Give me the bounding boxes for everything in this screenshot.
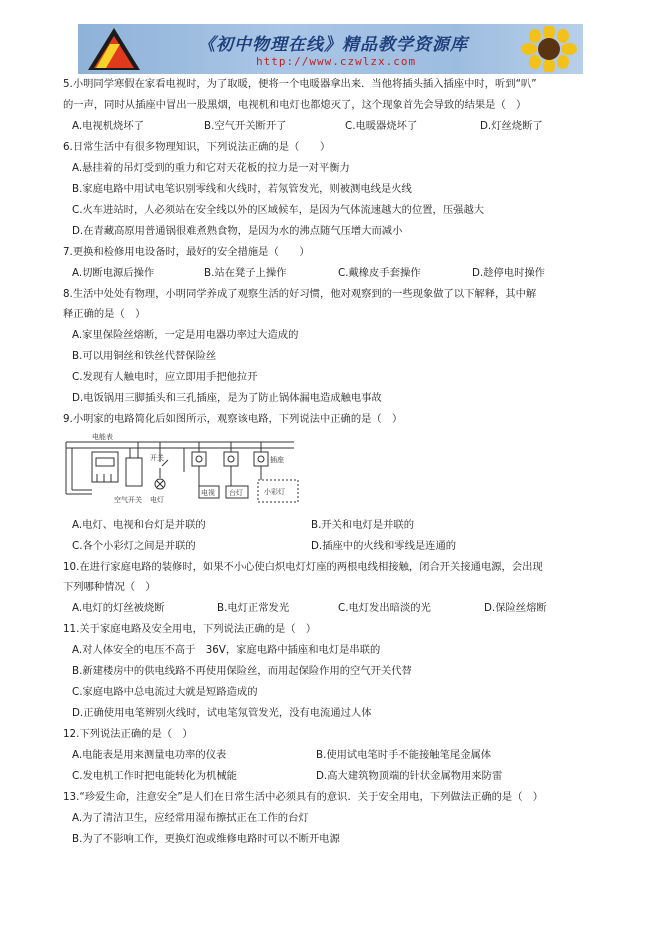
logo-icon [84, 26, 144, 72]
q9-option-b: B.开关和电灯是并联的 [311, 519, 415, 531]
label-breaker: 空气开关 [114, 496, 142, 504]
q7-option-a: A.切断电源后操作 [72, 267, 155, 279]
q7-option-c: C.戴橡皮手套操作 [338, 267, 421, 279]
label-socket: 插座 [270, 456, 284, 464]
q5-option-d: D.灯丝烧断了 [480, 120, 543, 132]
q8-option-b: B.可以用铜丝和铁丝代替保险丝 [72, 350, 217, 362]
q12-stem: 12.下列说法正确的是（ ） [63, 728, 193, 740]
q12-option-d: D.高大建筑物顶端的针状金属物用来防雷 [316, 770, 503, 782]
banner-title: 《初中物理在线》精品教学资源库 [198, 35, 468, 55]
label-desk-lamp: 台灯 [229, 489, 243, 497]
q6-option-d: D.在青藏高原用普通锅很难煮熟食物，是因为水的沸点随气压增大而减小 [72, 225, 403, 237]
q12-option-c: C.发电机工作时把电能转化为机械能 [72, 770, 237, 782]
label-tv: 电视 [201, 489, 215, 497]
q9-stem: 9.小明家的电路简化后如图所示，观察该电路，下列说法中正确的是（ ） [63, 413, 403, 425]
q6-option-c: C.火车进站时，人必须站在安全线以外的区域候车，是因为气体流速越大的位置，压强越大 [72, 204, 485, 216]
q7-option-b: B.站在凳子上操作 [204, 267, 287, 279]
q6-option-b: B.家庭电路中用试电笔识别零线和火线时，若氖管发光，则被测电线是火线 [72, 183, 412, 195]
q11-option-c: C.家庭电路中总电流过大就是短路造成的 [72, 686, 258, 698]
q6-option-a: A.悬挂着的吊灯受到的重力和它对天花板的拉力是一对平衡力 [72, 162, 350, 174]
q9-option-a: A.电灯、电视和台灯是并联的 [72, 519, 206, 531]
q10-stem-line1: 10.在进行家庭电路的装修时，如果不小心使白炽电灯灯座的两根电线相接触，闭合开关接通电源，会出现 [63, 561, 543, 573]
q11-option-d: D.正确使用电笔辨别火线时，试电笔氖管发光，没有电流通过人体 [72, 707, 372, 719]
q10-option-c: C.电灯发出暗淡的光 [338, 602, 431, 614]
q11-option-b: B.新建楼房中的供电线路不再使用保险丝，而用起保险作用的空气开关代替 [72, 665, 412, 677]
q13-stem: 13.“珍爱生命，注意安全”是人们在日常生活中必须具有的意识．关于安全用电，下列做法正确的是（ ） [63, 791, 544, 803]
q12-option-a: A.电能表是用来测量电功率的仪表 [72, 749, 227, 761]
q7-stem: 7.更换和检修用电设备时，最好的安全措施是（ ） [63, 246, 310, 258]
q12-option-b: B.使用试电笔时手不能接触笔尾金属体 [316, 749, 492, 761]
label-string-lights: 小彩灯 [264, 488, 285, 496]
q9-option-d: D.插座中的火线和零线是连通的 [311, 540, 457, 552]
q5-stem-line1: 5.小明同学寒假在家看电视时，为了取暖，便将一个电暖器拿出来．当他将插头插入插座中时，听到“叭” [63, 78, 537, 90]
q13-option-b: B.为了不影响工作，更换灯泡或维修电路时可以不断开电源 [72, 833, 340, 845]
q9-option-c: C.各个小彩灯之间是并联的 [72, 540, 196, 552]
header-banner [78, 24, 583, 74]
circuit-diagram [64, 432, 300, 510]
q8-option-a: A.家里保险丝熔断，一定是用电器功率过大造成的 [72, 329, 299, 341]
q7-option-d: D.趁停电时操作 [472, 267, 545, 279]
q11-option-a: A.对人体安全的电压不高于 36V，家庭电路中插座和电灯是串联的 [72, 644, 381, 656]
q5-stem-line2: 的一声，同时从插座中冒出一股黑烟，电视机和电灯也都熄灭了，这个现象首先会导致的结果是（ ） [63, 99, 527, 111]
q11-stem: 11.关于家庭电路及安全用电，下列说法正确的是（ ） [63, 623, 317, 635]
sunflower-icon [521, 26, 577, 72]
q5-option-b: B.空气开关断开了 [204, 120, 287, 132]
q10-option-a: A.电灯的灯丝被烧断 [72, 602, 165, 614]
q6-stem: 6.日常生活中有很多物理知识，下列说法正确的是（ ） [63, 141, 331, 153]
q8-stem-line1: 8.生活中处处有物理，小明同学养成了观察生活的好习惯，他对观察到的一些现象做了以下解释，其中解 [63, 288, 537, 300]
q10-stem-line2: 下列哪种情况（ ） [63, 581, 156, 593]
banner-url: http://www.czwlzx.com [256, 55, 417, 68]
q8-option-c: C.发现有人触电时，应立即用手把他拉开 [72, 371, 258, 383]
label-switch: 开关 [150, 454, 164, 462]
q8-stem-line2: 释正确的是（ ） [63, 308, 146, 320]
q5-option-c: C.电暖器烧坏了 [345, 120, 418, 132]
q5-option-a: A.电视机烧坏了 [72, 120, 144, 132]
q8-option-d: D.电饭锅用三脚插头和三孔插座，是为了防止锅体漏电造成触电事故 [72, 392, 382, 404]
q10-option-d: D.保险丝熔断 [484, 602, 547, 614]
q13-option-a: A.为了清洁卫生，应经常用湿布擦拭正在工作的台灯 [72, 812, 309, 824]
q10-option-b: B.电灯正常发光 [217, 602, 290, 614]
label-meter: 电能表 [92, 433, 113, 441]
label-lamp: 电灯 [150, 496, 164, 504]
